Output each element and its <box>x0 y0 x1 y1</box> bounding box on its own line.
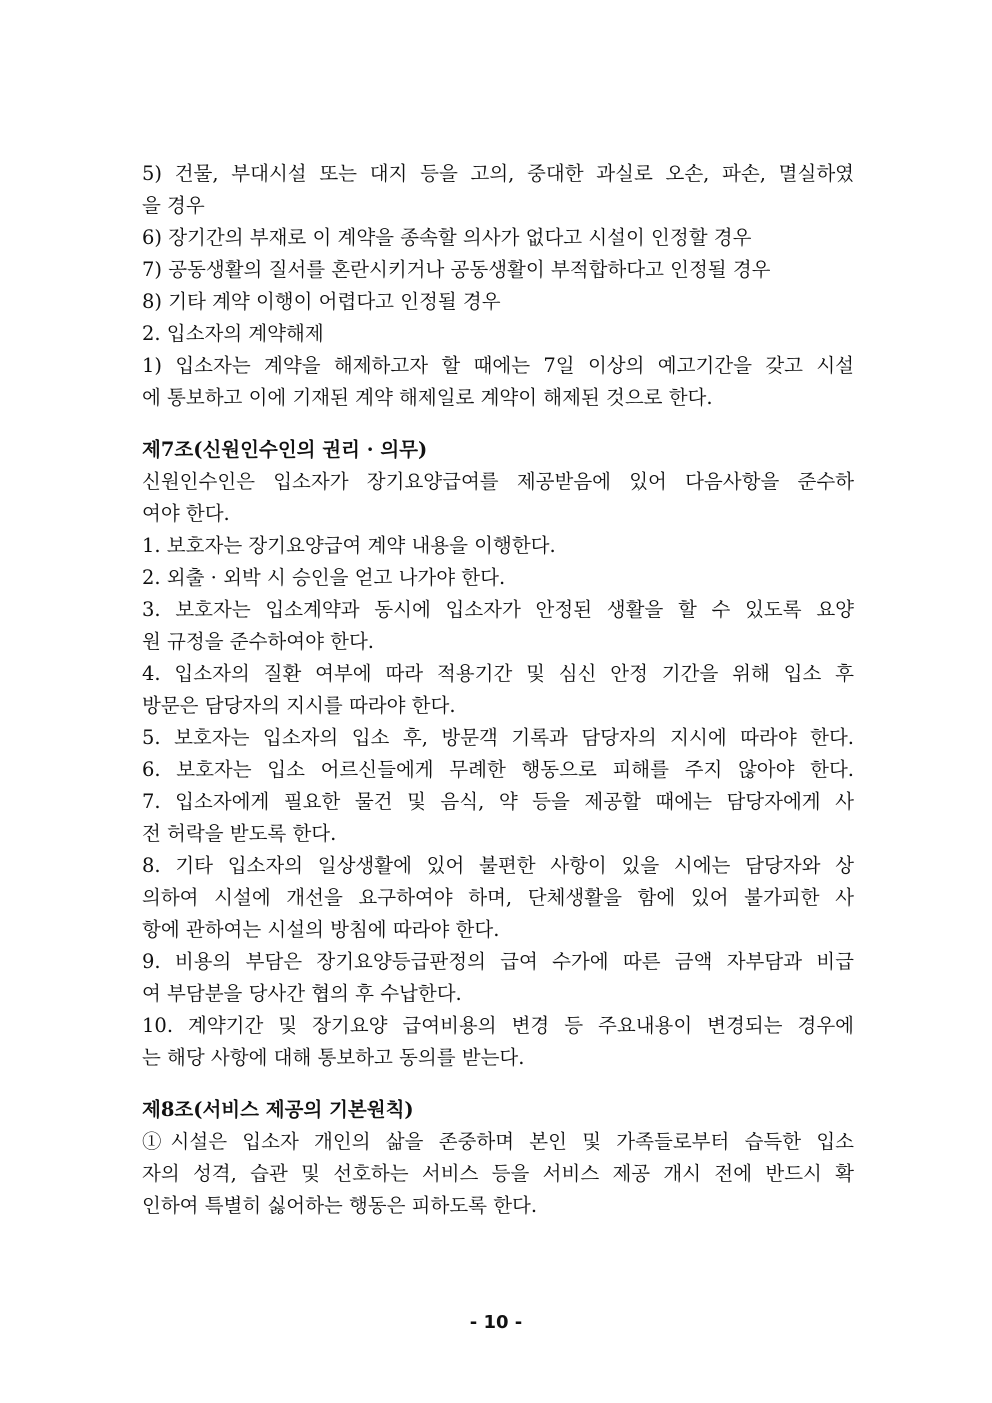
article-line: 방문은 담당자의 지시를 따라야 한다. <box>142 694 456 717</box>
article-line: 6. 보호자는 입소 어르신들에게 무례한 행동으로 피해를 주지 않아야 한다. <box>142 758 854 781</box>
article-8 <box>142 1094 854 1222</box>
article-line: 자의 성격, 습관 및 선호하는 서비스 등을 서비스 제공 개시 전에 반드시 확 <box>142 1162 854 1185</box>
document-body <box>142 158 854 1222</box>
clause-line: 5) 건물, 부대시설 또는 대지 등을 고의, 중대한 과실로 오손, 파손, 멸실하였 <box>142 162 854 185</box>
article-line: 9. 비용의 부담은 장기요양등급판정의 급여 수가에 따른 금액 자부담과 비급 <box>142 950 854 973</box>
article-line: 여야 한다. <box>142 502 230 525</box>
clause-line: 1) 입소자는 계약을 해제하고자 할 때에는 7일 이상의 예고기간을 갖고 시설 <box>142 354 854 377</box>
clause-line: 을 경우 <box>142 194 205 217</box>
clause-line: 에 통보하고 이에 기재된 계약 해제일로 계약이 해제된 것으로 한다. <box>142 386 713 409</box>
article-line: 원 규정을 준수하여야 한다. <box>142 630 375 653</box>
article-line: 3. 보호자는 입소계약과 동시에 입소자가 안정된 생활을 할 수 있도록 요양 <box>142 598 854 621</box>
article-line: 2. 외출 · 외박 시 승인을 얻고 나가야 한다. <box>142 566 506 589</box>
article-line: 4. 입소자의 질환 여부에 따라 적용기간 및 심신 안정 기간을 위해 입소 후 <box>142 662 854 685</box>
clause-line: 2. 입소자의 계약해제 <box>142 322 324 345</box>
article-line: 는 해당 사항에 대해 통보하고 동의를 받는다. <box>142 1046 525 1069</box>
clause-line: 8) 기타 계약 이행이 어렵다고 인정될 경우 <box>142 290 501 313</box>
article-line: 1. 보호자는 장기요양급여 계약 내용을 이행한다. <box>142 534 556 557</box>
clause-line: 6) 장기간의 부재로 이 계약을 종속할 의사가 없다고 시설이 인정할 경우 <box>142 226 752 249</box>
section-spacer <box>142 1074 854 1094</box>
article-line: 신원인수인은 입소자가 장기요양급여를 제공받음에 있어 다음사항을 준수하 <box>142 470 854 493</box>
termination-clauses <box>142 158 854 414</box>
clause-line: 7) 공동생활의 질서를 혼란시키거나 공동생활이 부적합하다고 인정될 경우 <box>142 258 771 281</box>
article-line: 전 허락을 받도록 한다. <box>142 822 337 845</box>
section-spacer <box>142 414 854 434</box>
article-line: 항에 관하여는 시설의 방침에 따라야 한다. <box>142 918 500 941</box>
article-line: ①시설은 입소자 개인의 삶을 존중하며 본인 및 가족들로부터 습득한 입소 <box>142 1130 854 1153</box>
article-heading: 제7조(신원인수인의 권리 · 의무) <box>142 438 428 461</box>
article-line: 인하여 특별히 싫어하는 행동은 피하도록 한다. <box>142 1194 538 1217</box>
article-heading: 제8조(서비스 제공의 기본원칙) <box>142 1098 414 1121</box>
article-7 <box>142 434 854 1074</box>
article-line: 5. 보호자는 입소자의 입소 후, 방문객 기록과 담당자의 지시에 따라야 한다. <box>142 726 854 749</box>
article-line: 의하여 시설에 개선을 요구하여야 하며, 단체생활을 함에 있어 불가피한 사 <box>142 886 854 909</box>
article-line: 10. 계약기간 및 장기요양 급여비용의 변경 등 주요내용이 변경되는 경우에 <box>142 1014 854 1037</box>
page-number: - 10 - <box>469 1312 523 1333</box>
article-line: 여 부담분을 당사간 협의 후 수납한다. <box>142 982 462 1005</box>
article-line: 7. 입소자에게 필요한 물건 및 음식, 약 등을 제공할 때에는 담당자에게 사 <box>142 790 854 813</box>
article-line: 8. 기타 입소자의 일상생활에 있어 불편한 사항이 있을 시에는 담당자와 상 <box>142 854 854 877</box>
